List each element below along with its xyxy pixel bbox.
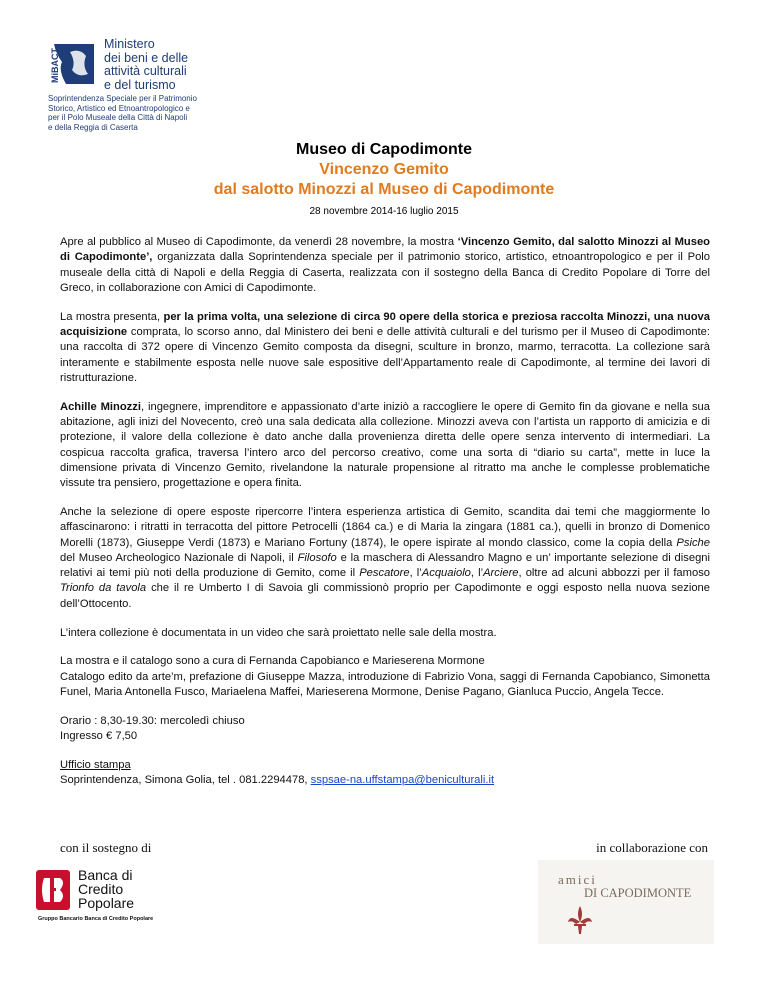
artist-title: Vincenzo Gemito (319, 161, 449, 178)
opening-hours (60, 714, 710, 745)
support-label: con il sostegno di (60, 840, 152, 855)
press-release-body (60, 235, 710, 802)
bank-emblem-icon (36, 870, 70, 910)
paragraph-catalogue: La mostra e il catalogo sono a cura di Fernanda Capobianco e Marieserena Mormone Catalogo edito da arte’m, prefazione di Giuseppe Mazza, introduzione di Fabrizio Vona, saggi di Fernanda Capobianco, Simonetta Funel, Maria Antonella Fusco, Mariaelena Maffei, Marieserena Mormone, Denise Pagano, Gianluca Puccio, Angela Tecce. (60, 655, 710, 698)
amici-subtitle: DI CAPODIMONTE (584, 886, 692, 900)
bank-group-text: Gruppo Bancario Banca di Credito Popolare (38, 916, 154, 922)
paragraph-minozzi: Achille Minozzi, ingegnere, imprenditore e appassionato d’arte iniziò a raccogliere le opere di Gemito fin da giovane e nella sua abitazione, agli inizi del Novecento, creò una sala dedicata alla collezione. Minozzi aveva con l’artista un rapporto di amicizia e di protezione, il valore della collezione è dato anche dalla provenienza diretta delle opere senza intervento di intermediari. La cospicua raccolta grafica, traversa l’intero arco del percorso creativo, come una sorta di “diario su carta”, mette in luce la dimensione privata di Vincenzo Gemito, rivelandone la naturale propensione al ritratto ma anche le complesse problematiche vissute tra pensiero, progettazione e opera finita. (60, 400, 710, 490)
svg-text:MiBACT: MiBACT (50, 48, 60, 83)
paragraph-intro: Apre al pubblico al Museo di Capodimonte, da venerdì 28 novembre, la mostra ‘Vincenzo Gemito, dal salotto Minozzi al Museo di Capodimonte’, organizzata dalla Soprintendenza speciale per il patrimonio storico, artistico, etnoantropologico e per il Polo museale della città di Napoli e della Reggia di Caserta, realizzata con il sostegno della Banca di Credito Popolare di Torre del Greco, in collaborazione con Amici di Capodimonte. (60, 236, 710, 294)
title-block (0, 140, 768, 220)
press-office-contact: Soprintendenza, Simona Golia, tel . 081.2294478, (60, 774, 311, 787)
press-email-link[interactable]: sspsae-na.uffstampa@beniculturali.it (310, 774, 495, 787)
collaboration-label: in collaborazione con (596, 840, 708, 855)
bank-name: Banca di Credito Popolare (78, 867, 135, 911)
paragraph-works: Anche la selezione di opere esposte ripercorre l’intera esperienza artistica di Gemito, scandita dai temi che maggiormente lo affascinarono: i ritratti in terracotta del pittore Petrocelli (1864 ca.) e di Maria la zingara (1881 ca.), quelli in bronzo di Domenico Morelli (1873), Giuseppe Verdi (1873) e Mariano Fortuny (1874), le opere ispirate al mondo classico, come la copia della Psiche del Museo Archeologico Nazionale di Napoli, il Filosofo e la maschera di Alessandro Magno e un’ importante selezione di disegni relativi ai temi più noti della produzione di Gemito, come il Pescatore, l’Acquaiolo, l’Arciere, oltre ad alcuni abbozzi per il famoso Trionfo da tavola che il re Umberto I di Savoia gli commissionò proprio per Capodimonte e oggi esposto nella nuova sezione dell’Ottocento. (60, 505, 711, 610)
exhibition-dates: 28 novembre 2014-16 luglio 2015 (309, 206, 459, 217)
amici-logo (538, 860, 714, 944)
soprintendenza-name: Soprintendenza Speciale per il Patrimonio Storico, Artistico ed Etnoantropologico e per il Polo Museale della Città di Napoli e della Reggia di Caserta (48, 94, 197, 132)
fleur-de-lis-icon (560, 904, 600, 938)
press-office-label: Ufficio stampa (60, 758, 131, 771)
paragraph-exhibition: La mostra presenta, per la prima volta, una selezione di circa 90 opere della storica e preziosa raccolta Minozzi, una nuova acquisizione comprata, lo scorso anno, dal Ministero dei beni e delle attività culturali e del turismo per il Museo di Capodimonte: una raccolta di 372 opere di Vincenzo Gemito composta da disegni, sculture in bronzo, marmo, terracotta. La collezione sarà interamente e stabilmente esposta nelle nuove sale espositive dell’Appartamento reale di Capodimonte, al termine dei lavori di ristrutturazione. (60, 310, 710, 384)
orario-text: Orario : 8,30-19.30: mercoledì chiuso (60, 714, 245, 727)
ministry-name: Ministero dei beni e delle attività culturali e del turismo (104, 37, 189, 92)
press-office (60, 758, 710, 789)
bank-logo (34, 866, 174, 944)
paragraph-video: L’intera collezione è documentata in un video che sarà proiettato nelle sale della mostra. (60, 626, 497, 639)
mibact-emblem-icon (48, 40, 100, 88)
museum-title: Museo di Capodimonte (296, 141, 472, 158)
exhibition-subtitle: dal salotto Minozzi al Museo di Capodimonte (213, 181, 555, 198)
ingresso-text: Ingresso € 7,50 (60, 730, 138, 743)
amici-word: amici (558, 872, 597, 887)
